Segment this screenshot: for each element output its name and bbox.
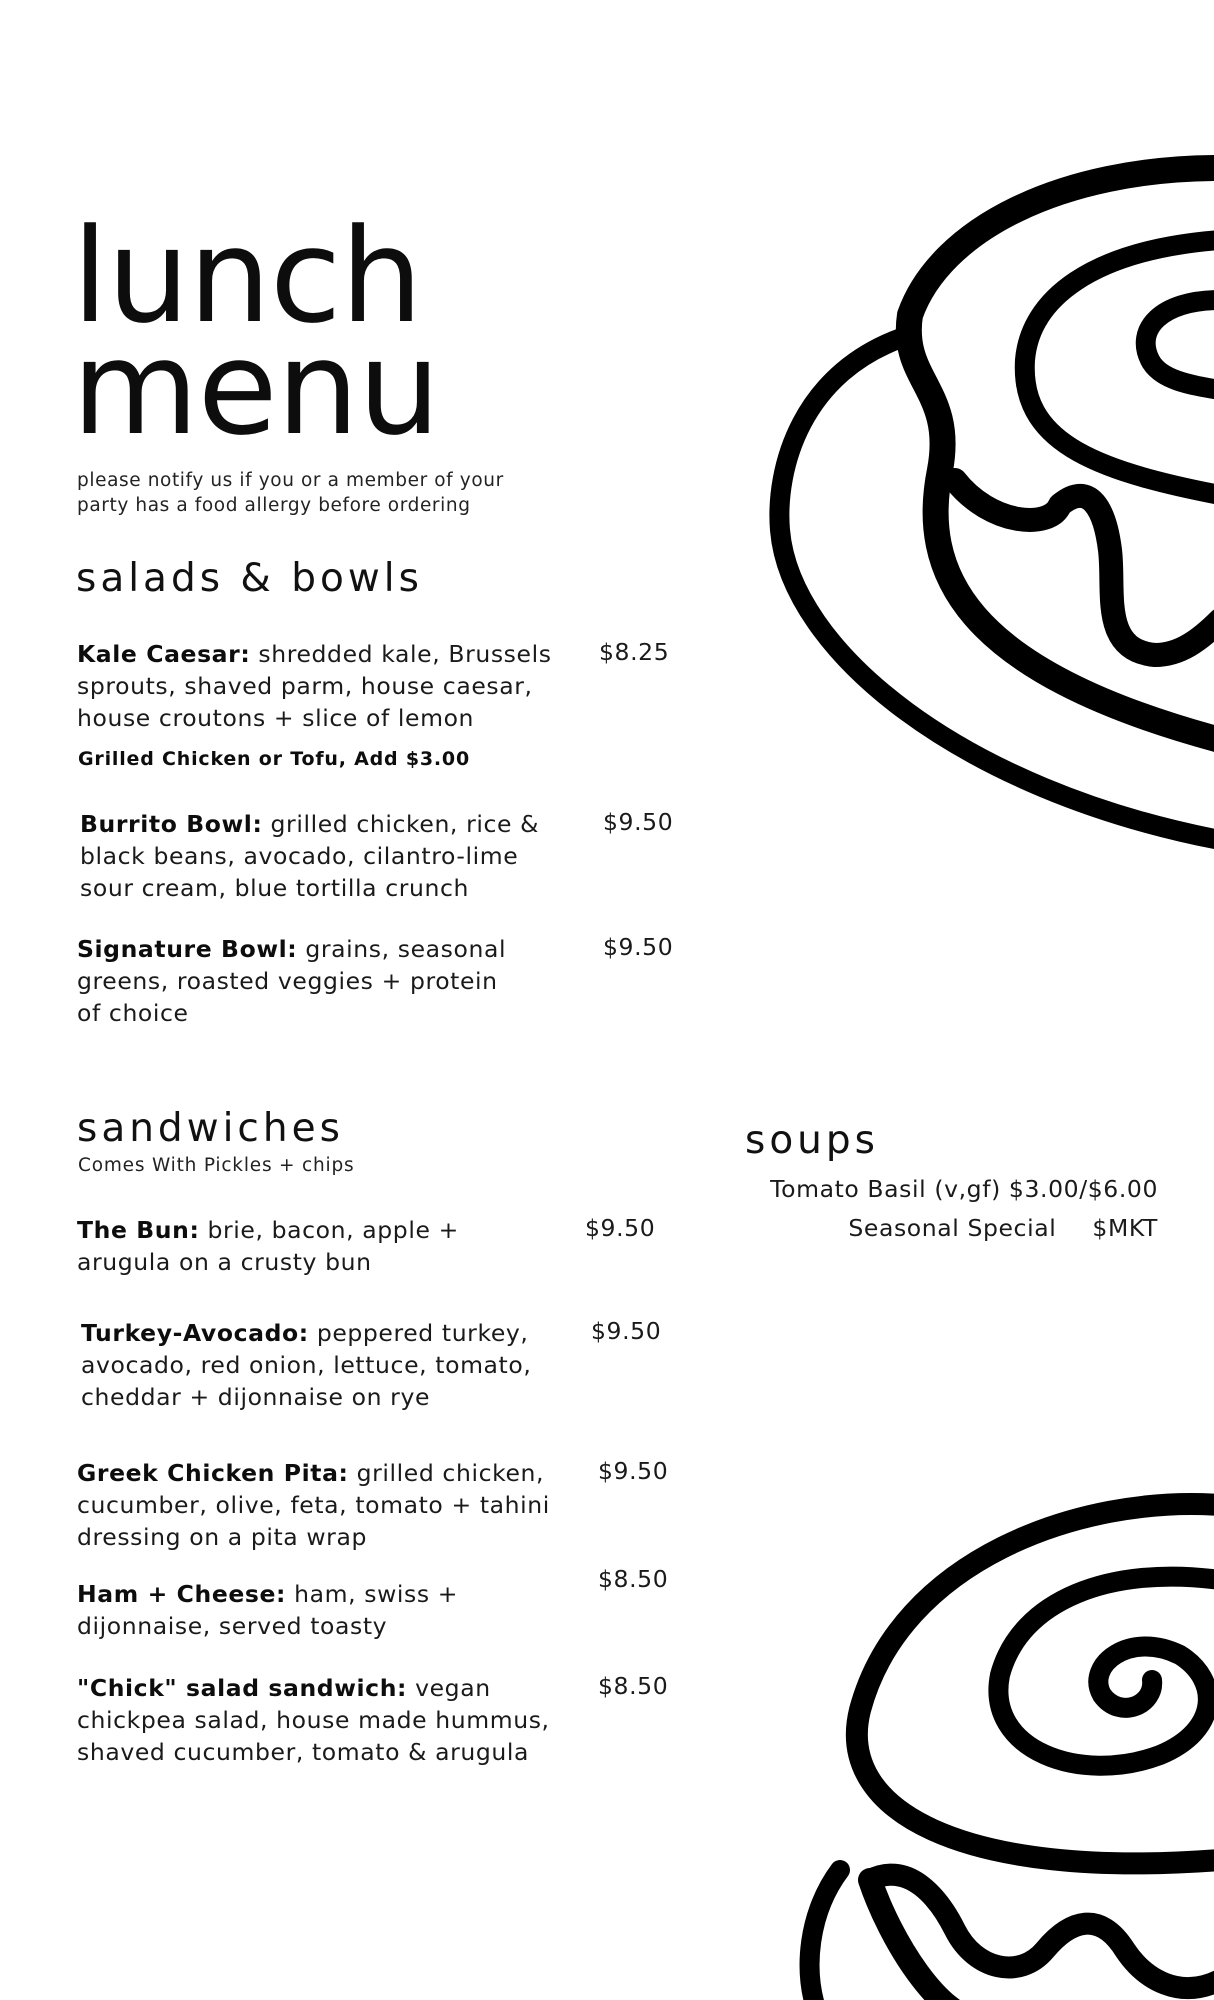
item-description: brie, bacon, apple + arugula on a crusty bun bbox=[77, 1216, 459, 1276]
item-name: Signature Bowl: bbox=[77, 935, 298, 963]
addon-note: Grilled Chicken or Tofu, Add $3.00 bbox=[78, 748, 470, 770]
title-line-2: menu bbox=[72, 312, 440, 464]
menu-item-the-bun bbox=[77, 1214, 497, 1278]
menu-item-ham-cheese bbox=[77, 1578, 497, 1642]
item-description: ham, swiss + dijonnaise, served toasty bbox=[77, 1580, 459, 1640]
menu-item-signature-bowl bbox=[77, 933, 527, 1029]
item-name: Turkey-Avocado: bbox=[81, 1319, 309, 1347]
item-price: $9.50 bbox=[598, 1457, 669, 1485]
item-price: $9.50 bbox=[603, 808, 674, 836]
soup-price: $3.00/$6.00 bbox=[1008, 1175, 1158, 1203]
soup-name: Tomato Basil (v,gf) bbox=[770, 1175, 1001, 1203]
salads-heading: salads & bowls bbox=[76, 556, 423, 601]
item-description: shredded kale, Brussels sprouts, shaved parm, house caesar, house croutons + slice of lemon bbox=[77, 640, 552, 732]
cinnamon-roll-bottom-icon bbox=[780, 1480, 1214, 2000]
item-name: Kale Caesar: bbox=[77, 640, 251, 668]
page-title bbox=[72, 200, 440, 464]
menu-item-turkey-avocado bbox=[81, 1317, 581, 1413]
soup-price: $MKT bbox=[1092, 1214, 1158, 1242]
item-price: $9.50 bbox=[591, 1317, 662, 1345]
title-line-1: lunch bbox=[72, 200, 422, 352]
item-name: Ham + Cheese: bbox=[77, 1580, 287, 1608]
cinnamon-roll-top-icon bbox=[760, 150, 1214, 870]
sandwiches-heading: sandwiches bbox=[77, 1106, 344, 1151]
sandwiches-subheading: Comes With Pickles + chips bbox=[78, 1155, 355, 1176]
item-price: $9.50 bbox=[585, 1214, 656, 1242]
item-description: grilled chicken, cucumber, olive, feta, tomato + tahini dressing on a pita wrap bbox=[77, 1459, 550, 1551]
item-name: "Chick" salad sandwich: bbox=[77, 1674, 408, 1702]
item-description: grains, seasonal greens, roasted veggies + protein of choice bbox=[77, 935, 507, 1027]
item-price: $9.50 bbox=[603, 933, 674, 961]
item-name: The Bun: bbox=[77, 1216, 200, 1244]
soup-item-tomato-basil bbox=[700, 1175, 1158, 1203]
item-price: $8.25 bbox=[599, 638, 670, 666]
menu-item-burrito-bowl bbox=[80, 808, 550, 904]
item-price: $8.50 bbox=[598, 1565, 669, 1593]
soup-name: Seasonal Special bbox=[848, 1214, 1057, 1242]
item-description: vegan chickpea salad, house made hummus, shaved cucumber, tomato & arugula bbox=[77, 1674, 550, 1766]
item-name: Greek Chicken Pita: bbox=[77, 1459, 349, 1487]
menu-item-greek-chicken-pita bbox=[77, 1457, 587, 1553]
menu-item-chick-salad-sandwich bbox=[77, 1672, 577, 1768]
menu-item-kale-caesar bbox=[77, 638, 577, 734]
item-description: grilled chicken, rice & black beans, avocado, cilantro-lime sour cream, blue tortilla crunch bbox=[80, 810, 540, 902]
item-description: peppered turkey, avocado, red onion, lettuce, tomato, cheddar + dijonnaise on rye bbox=[81, 1319, 532, 1411]
soup-item-seasonal-special bbox=[700, 1214, 1158, 1242]
item-name: Burrito Bowl: bbox=[80, 810, 263, 838]
soups-heading: soups bbox=[745, 1118, 879, 1163]
item-price: $8.50 bbox=[598, 1672, 669, 1700]
allergy-note: please notify us if you or a member of your party has a food allergy before ordering bbox=[77, 470, 504, 516]
